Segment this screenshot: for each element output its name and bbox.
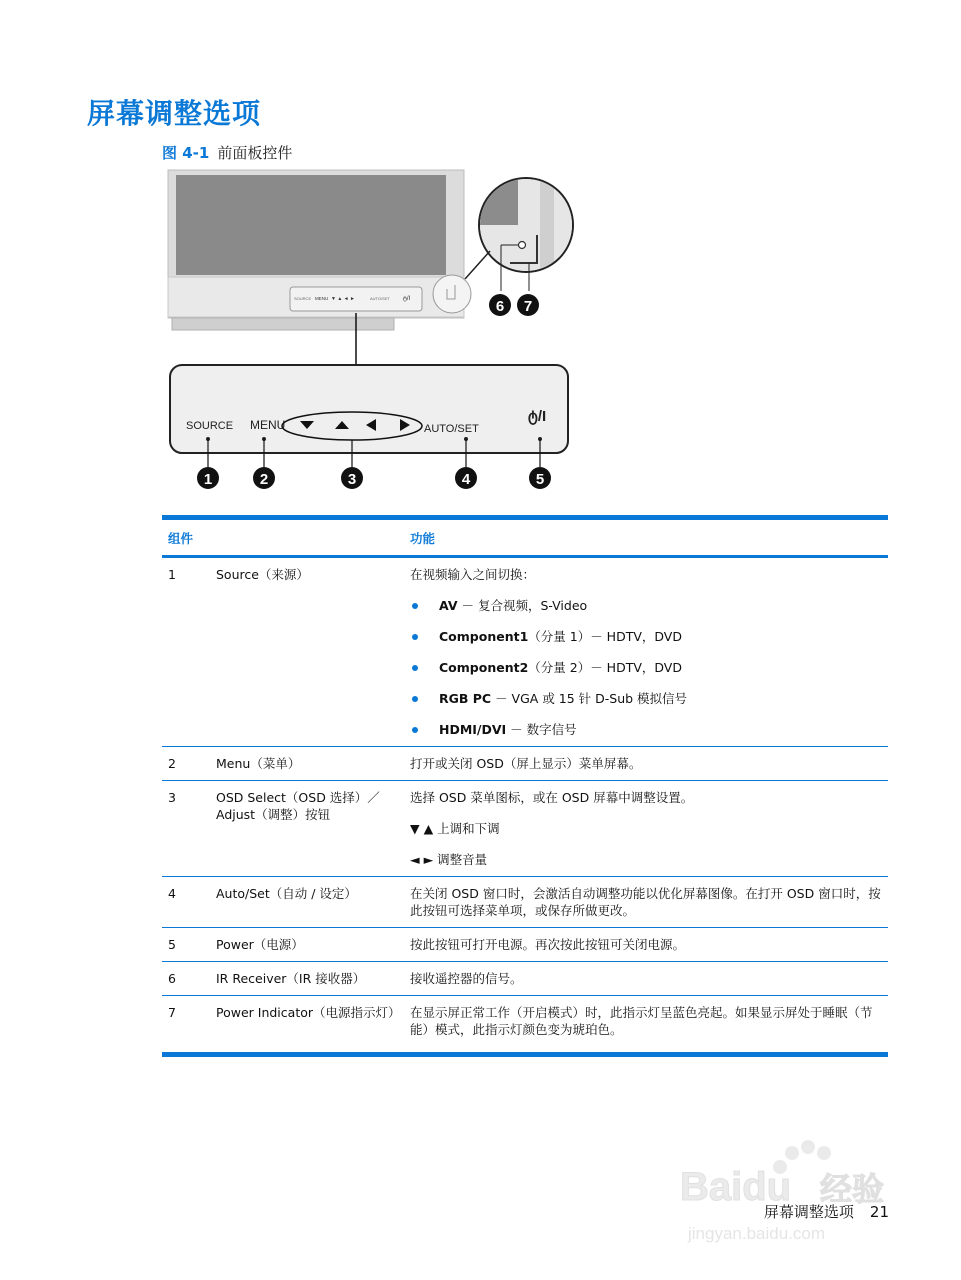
callout-7 (517, 294, 539, 316)
row-function (404, 557, 888, 747)
svg-text:6: 6 (495, 298, 505, 315)
figure-caption (162, 142, 292, 163)
page-title: 屏幕调整选项 (87, 97, 262, 130)
row-number: 7 (162, 996, 210, 1055)
row-function: 打开或关闭 OSD（屏上显示）菜单屏幕。 (404, 747, 888, 781)
small-ir-circle (433, 275, 471, 313)
svg-text:3: 3 (347, 471, 357, 488)
row-component: Auto/Set（自动 / 设定） (210, 877, 404, 928)
page-number: 21 (869, 1203, 889, 1221)
table-row (162, 781, 888, 877)
component-function-table (162, 515, 888, 1057)
table-row (162, 996, 888, 1055)
monitor-screen (176, 175, 446, 275)
row-function (404, 781, 888, 877)
figure-number: 图 4-1 (162, 144, 210, 162)
power-symbol: ტ/I (528, 408, 547, 425)
input-list (410, 597, 882, 738)
row-function: 接收遥控器的信号。 (404, 962, 888, 996)
small-power-symbol: ტ/I (403, 296, 411, 302)
small-source-label: SOURCE (294, 296, 312, 301)
small-autoset-label: AUTO/SET (370, 296, 390, 301)
front-panel-figure (160, 165, 580, 499)
figure-caption-text: 前面板控件 (217, 144, 293, 162)
callout-2 (253, 467, 275, 489)
callout-4 (455, 467, 477, 489)
row-function: 按此按钮可打开电源。再次按此按钮可关闭电源。 (404, 928, 888, 962)
table-row (162, 962, 888, 996)
callout-3 (341, 467, 363, 489)
callout-1 (197, 467, 219, 489)
monitor-base (172, 318, 394, 330)
list-item: RGB PC － VGA 或 15 针 D-Sub 模拟信号 (410, 690, 882, 707)
row-function-extra: ▼ ▲ 上调和下调 (410, 821, 500, 836)
list-item: AV － 复合视频，S-Video (410, 597, 882, 614)
row-number: 3 (162, 781, 210, 877)
row-number: 5 (162, 928, 210, 962)
callout-6 (489, 294, 511, 316)
baidu-watermark-logo (680, 1135, 910, 1245)
row-number: 4 (162, 877, 210, 928)
row-function: 在显示屏正常工作（开启模式）时，此指示灯呈蓝色亮起。如果显示屏处于睡眠（节能）模式，此指示灯颜色变为琥珀色。 (404, 996, 888, 1055)
svg-text:2: 2 (259, 471, 269, 488)
list-item: Component1（分量 1）－ HDTV，DVD (410, 628, 882, 645)
table-row (162, 877, 888, 928)
small-menu-label: MENU (315, 296, 329, 301)
svg-text:jingyan.baidu.com: jingyan.baidu.com (688, 1224, 826, 1243)
menu-label: MENU (250, 418, 286, 432)
table-row (162, 557, 888, 747)
source-label: SOURCE (186, 420, 234, 432)
row-component: Menu（菜单） (210, 747, 404, 781)
autoset-label: AUTO/SET (424, 423, 479, 435)
table-row (162, 747, 888, 781)
row-function: 在关闭 OSD 窗口时，会激活自动调整功能以优化屏幕图像。在打开 OSD 窗口时，按此按钮可选择菜单项，或保存所做更改。 (404, 877, 888, 928)
small-arrows: ▼ ▲ ◄ ► (331, 296, 355, 302)
table-header-row (162, 518, 888, 557)
ir-receiver-dot (519, 242, 526, 249)
table-row (162, 928, 888, 962)
callout-5 (529, 467, 551, 489)
svg-text:经验: 经验 (820, 1171, 885, 1207)
header-function: 功能 (404, 518, 888, 557)
row-function-text: 在视频输入之间切换： (410, 567, 536, 582)
footer-section-title: 屏幕调整选项 (763, 1203, 854, 1221)
row-component: OSD Select（OSD 选择）／ Adjust（调整）按钮 (210, 781, 404, 877)
svg-text:Baidu: Baidu (680, 1165, 792, 1209)
row-component: Source（来源） (210, 557, 404, 747)
header-component: 组件 (162, 518, 404, 557)
svg-text:7: 7 (523, 298, 533, 315)
row-function-extra: ◄ ► 调整音量 (410, 852, 488, 867)
page-footer (764, 1201, 889, 1222)
row-component: Power Indicator（电源指示灯） (210, 996, 404, 1055)
svg-text:5: 5 (535, 471, 545, 488)
row-component: Power（电源） (210, 928, 404, 962)
row-component: IR Receiver（IR 接收器） (210, 962, 404, 996)
row-number: 6 (162, 962, 210, 996)
svg-text:1: 1 (203, 471, 213, 488)
row-number: 2 (162, 747, 210, 781)
list-item: HDMI/DVI － 数字信号 (410, 721, 882, 738)
row-number: 1 (162, 557, 210, 747)
row-function-text: 选择 OSD 菜单图标，或在 OSD 屏幕中调整设置。 (410, 790, 694, 805)
list-item: Component2（分量 2）－ HDTV，DVD (410, 659, 882, 676)
svg-text:4: 4 (461, 471, 471, 488)
